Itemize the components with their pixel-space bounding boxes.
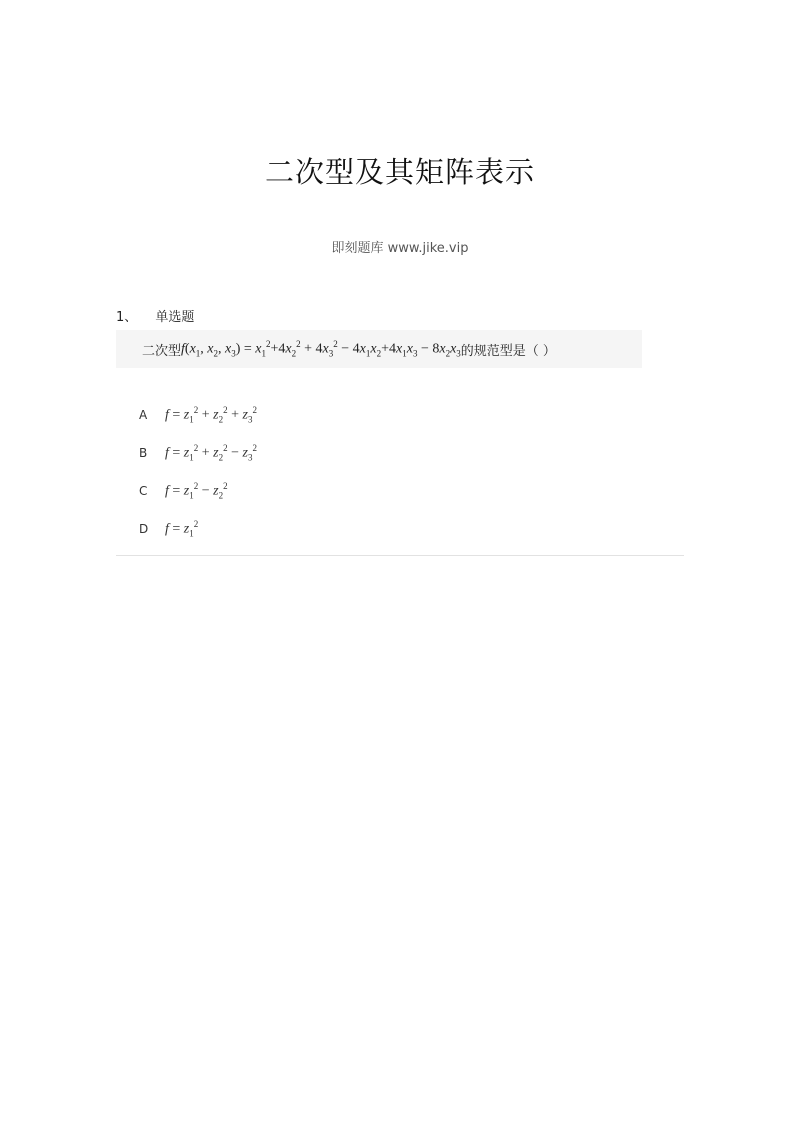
divider: [116, 555, 684, 556]
option-formula: $f = z_1^2 - z_2^2$: [165, 481, 228, 501]
option-c[interactable]: [139, 472, 257, 510]
page-title: 二次型及其矩阵表示: [264, 155, 535, 189]
option-letter: B: [139, 446, 148, 460]
source-line: 即刻题库 www.jike.vip: [331, 241, 469, 256]
question-type: 单选题: [155, 310, 195, 325]
stem-prefix: 二次型: [142, 343, 182, 359]
question-stem: [116, 330, 642, 368]
option-letter: D: [139, 522, 149, 536]
option-formula: $f = z_1^2 + z_2^2 - z_3^2$: [165, 443, 257, 463]
option-formula: $f = z_1^2 + z_2^2 + z_3^2$: [165, 405, 257, 425]
option-d[interactable]: [139, 510, 257, 548]
option-letter: A: [139, 408, 148, 422]
question-header: [116, 306, 194, 325]
question-number: 1、: [116, 310, 138, 325]
option-a[interactable]: [139, 396, 257, 434]
option-b[interactable]: [139, 434, 257, 472]
option-letter: C: [139, 484, 148, 498]
stem-suffix: 的规范型是（ ）: [460, 343, 556, 359]
stem-formula: $f(x_1$, $x_2$, $x_3) = x_1^2+4x_2^2 + 4x_3^2 - 4x_1x_2+4x_1x_3 - 8x_2x_3$: [181, 339, 461, 359]
options-list: [139, 396, 257, 548]
option-formula: $f = z_1^2$: [165, 519, 199, 539]
